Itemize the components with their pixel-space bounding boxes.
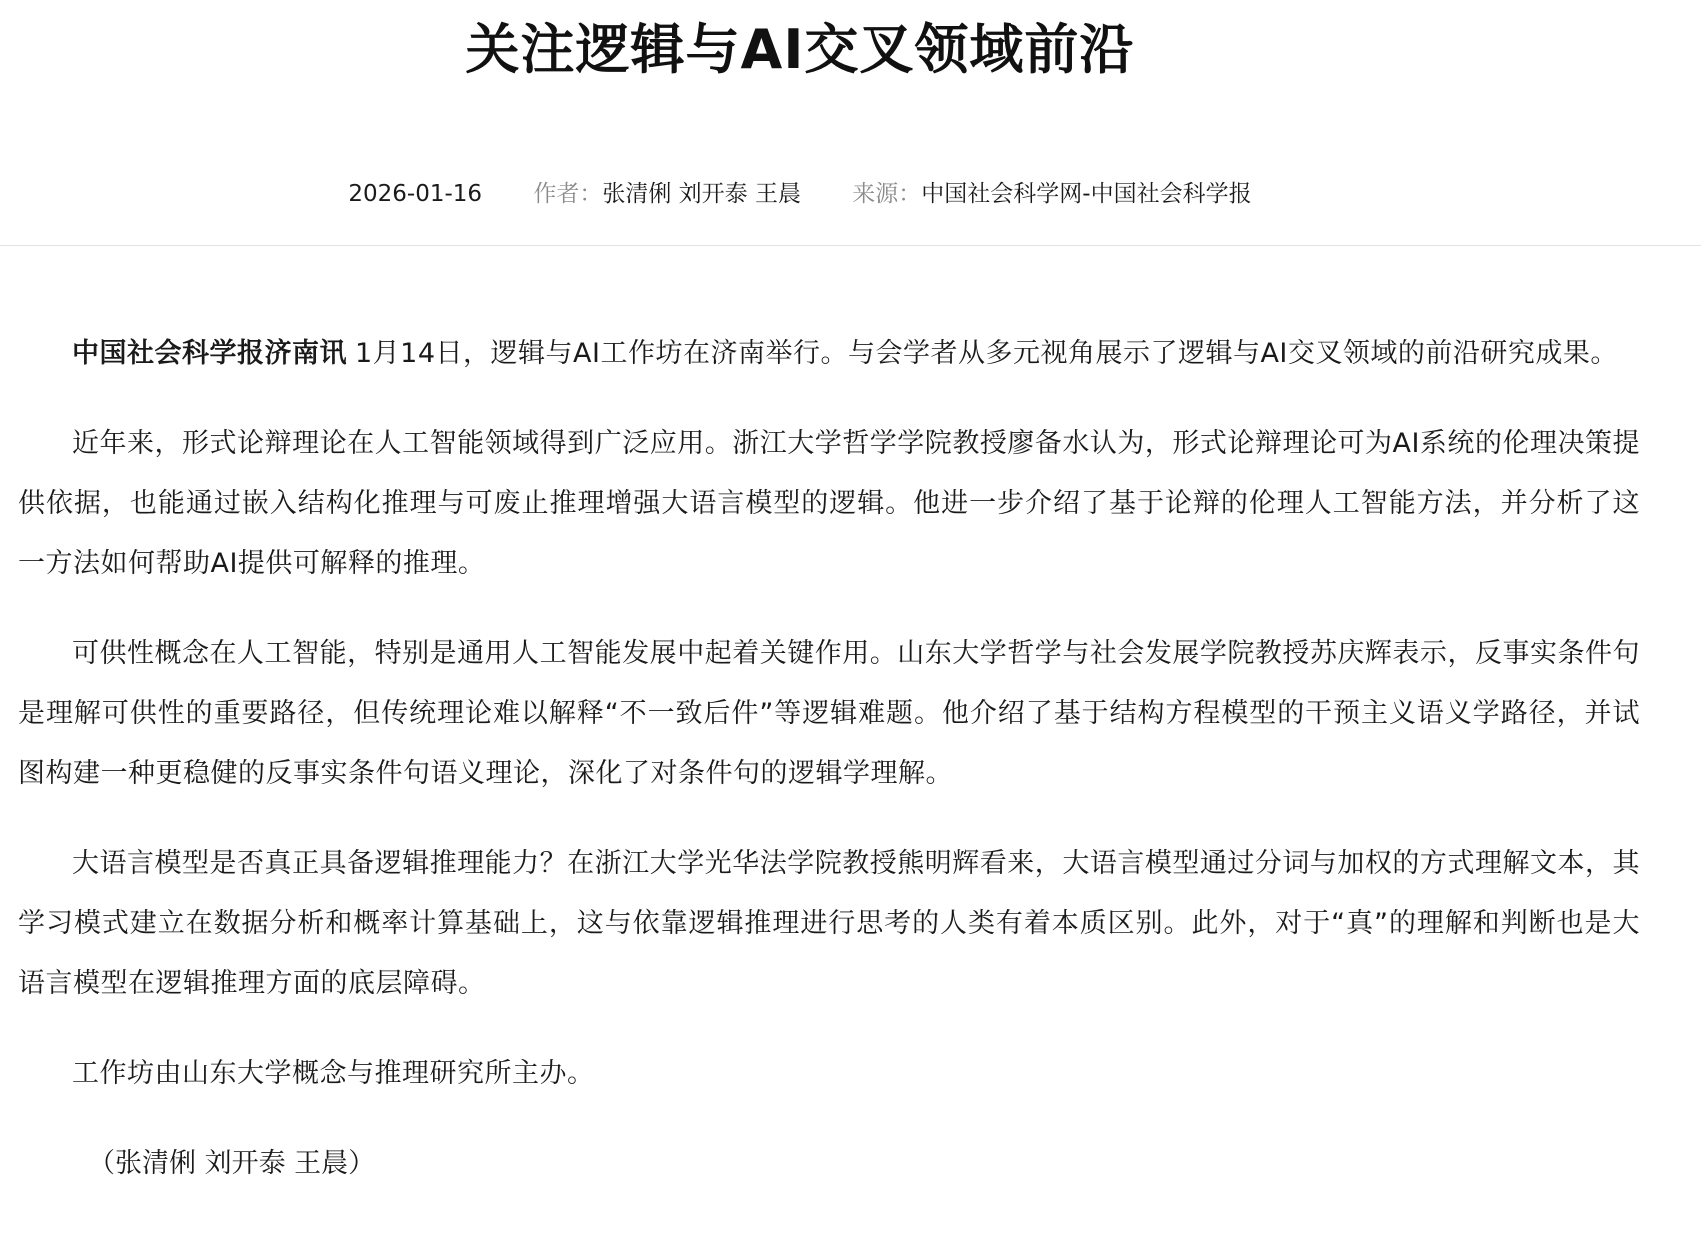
- source-name: 中国社会科学网-中国社会科学报: [921, 181, 1252, 207]
- dateline: 中国社会科学报济南讯: [72, 338, 347, 369]
- paragraph-text: 1月14日，逻辑与AI工作坊在济南举行。与会学者从多元视角展示了逻辑与AI交叉领域的前沿研究成果。: [355, 338, 1618, 369]
- article-paragraph: 可供性概念在人工智能，特别是通用人工智能发展中起着关键作用。山东大学哲学与社会发展学院教授苏庆辉表示，反事实条件句是理解可供性的重要路径，但传统理论难以解释“不一致后件”等逻辑难题。他介绍了基于结构方程模型的干预主义语义学路径，并试图构建一种更稳健的反事实条件句语义理论，深化了对条件句的逻辑学理解。: [18, 638, 1640, 789]
- article-header: [0, 0, 1701, 246]
- article-paragraph: 大语言模型是否真正具备逻辑推理能力？在浙江大学光华法学院教授熊明辉看来，大语言模型通过分词与加权的方式理解文本，其学习模式建立在数据分析和概率计算基础上，这与依靠逻辑推理进行思考的人类有着本质区别。此外，对于“真”的理解和判断也是大语言模型在逻辑推理方面的底层障碍。: [18, 848, 1640, 999]
- author-info: [533, 176, 801, 212]
- author-names: 张清俐 刘开泰 王晨: [602, 181, 801, 207]
- article-meta: [0, 176, 1600, 212]
- author-label: 作者：: [533, 181, 603, 207]
- publish-date-value: 2026-01-16: [348, 181, 483, 207]
- source-label: 来源：: [852, 181, 922, 207]
- article-title: 关注逻辑与AI交叉领域前沿: [465, 18, 1135, 81]
- author-byline: （张清俐 刘开泰 王晨）: [88, 1148, 376, 1179]
- article-body: [18, 324, 1640, 1194]
- article-paragraph: 工作坊由山东大学概念与推理研究所主办。: [72, 1058, 595, 1089]
- article-paragraph: [18, 324, 1640, 384]
- publish-date: [348, 176, 482, 212]
- source-info: [852, 176, 1251, 212]
- article-paragraph: 近年来，形式论辩理论在人工智能领域得到广泛应用。浙江大学哲学学院教授廖备水认为，形式论辩理论可为AI系统的伦理决策提供依据，也能通过嵌入结构化推理与可废止推理增强大语言模型的逻辑。他进一步介绍了基于论辩的伦理人工智能方法，并分析了这一方法如何帮助AI提供可解释的推理。: [18, 428, 1640, 579]
